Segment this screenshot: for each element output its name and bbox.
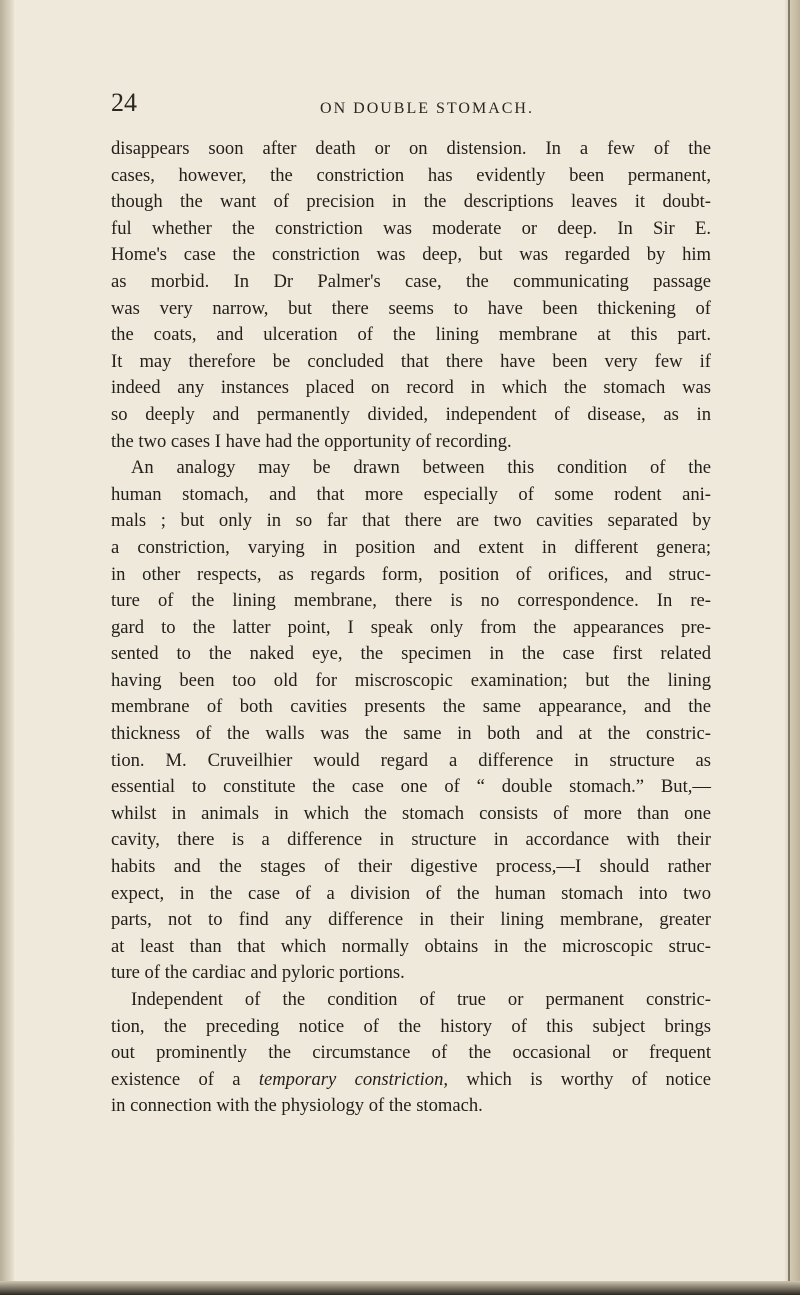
page-header	[0, 88, 800, 128]
text-line: so deeply and permanently divided, independent of disease, as in	[111, 403, 711, 425]
text-line: ture of the lining membrane, there is no correspondence. In re-	[111, 590, 711, 612]
text-line: mals ; but only in so far that there are two cavities separated by	[111, 510, 711, 532]
running-head: ON DOUBLE STOMACH.	[320, 100, 534, 117]
text-line: in connection with the physiology of the stomach.	[111, 1095, 483, 1117]
text-line: in other respects, as regards form, position of orifices, and struc-	[111, 563, 711, 585]
text-line: essential to constitute the case one of “ double stomach.” But,—	[111, 776, 711, 798]
text-line: It may therefore be concluded that there have been very few if	[111, 350, 711, 372]
text-line: the coats, and ulceration of the lining membrane at this part.	[111, 324, 711, 346]
text-line: a constriction, varying in position and extent in different genera;	[111, 536, 711, 558]
text-line: cases, however, the constriction has evidently been permanent,	[111, 164, 711, 186]
page-number: 24	[111, 88, 137, 117]
text-line: Independent of the condition of true or permanent constric-	[131, 989, 711, 1010]
text-line: the two cases I have had the opportunity of recording.	[111, 430, 512, 452]
text-line: cavity, there is a difference in structure in accordance with their	[111, 829, 711, 851]
page-edge-line	[788, 0, 790, 1295]
text-line: membrane of both cavities presents the same appearance, and the	[111, 696, 711, 718]
text-segment: which is worthy of notice	[466, 1068, 711, 1090]
text-line: whilst in animals in which the stomach consists of more than one	[111, 802, 711, 824]
text-line: at least than that which normally obtains in the microscopic struc-	[111, 935, 711, 957]
italic-phrase: temporary constriction,	[258, 1068, 449, 1090]
text-line: tion. M. Cruveilhier would regard a difference in structure as	[111, 749, 711, 771]
text-line: out prominently the circumstance of the occasional or frequent	[111, 1042, 711, 1064]
text-line: indeed any instances placed on record in which the stomach was	[111, 377, 711, 399]
text-line: parts, not to find any difference in their lining membrane, greater	[111, 909, 711, 931]
spine-shadow	[0, 0, 14, 1295]
text-line-with-italic	[111, 1067, 711, 1094]
text-line: habits and the stages of their digestive process,—I should rather	[111, 856, 711, 878]
page-edge	[784, 0, 800, 1295]
text-line: having been too old for miscroscopic examination; but the lining	[111, 669, 711, 691]
page-bottom-edge	[0, 1281, 800, 1295]
text-segment: existence of a	[111, 1068, 241, 1090]
body-text	[111, 136, 711, 1120]
text-line: expect, in the case of a division of the human stomach into two	[111, 882, 711, 904]
text-line: disappears soon after death or on distension. In a few of the	[111, 138, 711, 159]
text-line: thickness of the walls was the same in both and at the constric-	[111, 723, 711, 745]
text-line: though the want of precision in the descriptions leaves it doubt-	[111, 191, 711, 213]
text-line: gard to the latter point, I speak only from the appearances pre-	[111, 616, 711, 638]
text-line: An analogy may be drawn between this condition of the	[131, 457, 711, 479]
text-line: as morbid. In Dr Palmer's case, the communicating passage	[111, 270, 711, 292]
text-line: tion, the preceding notice of the history of this subject brings	[111, 1015, 711, 1037]
text-line: sented to the naked eye, the specimen in the case first related	[111, 643, 711, 665]
text-line: ture of the cardiac and pyloric portions.	[111, 962, 405, 984]
text-line: human stomach, and that more especially of some rodent ani-	[111, 483, 711, 505]
text-line: was very narrow, but there seems to have been thickening of	[111, 297, 711, 319]
text-line: Home's case the constriction was deep, but was regarded by him	[111, 244, 711, 266]
text-line: ful whether the constriction was moderate or deep. In Sir E.	[111, 217, 711, 239]
